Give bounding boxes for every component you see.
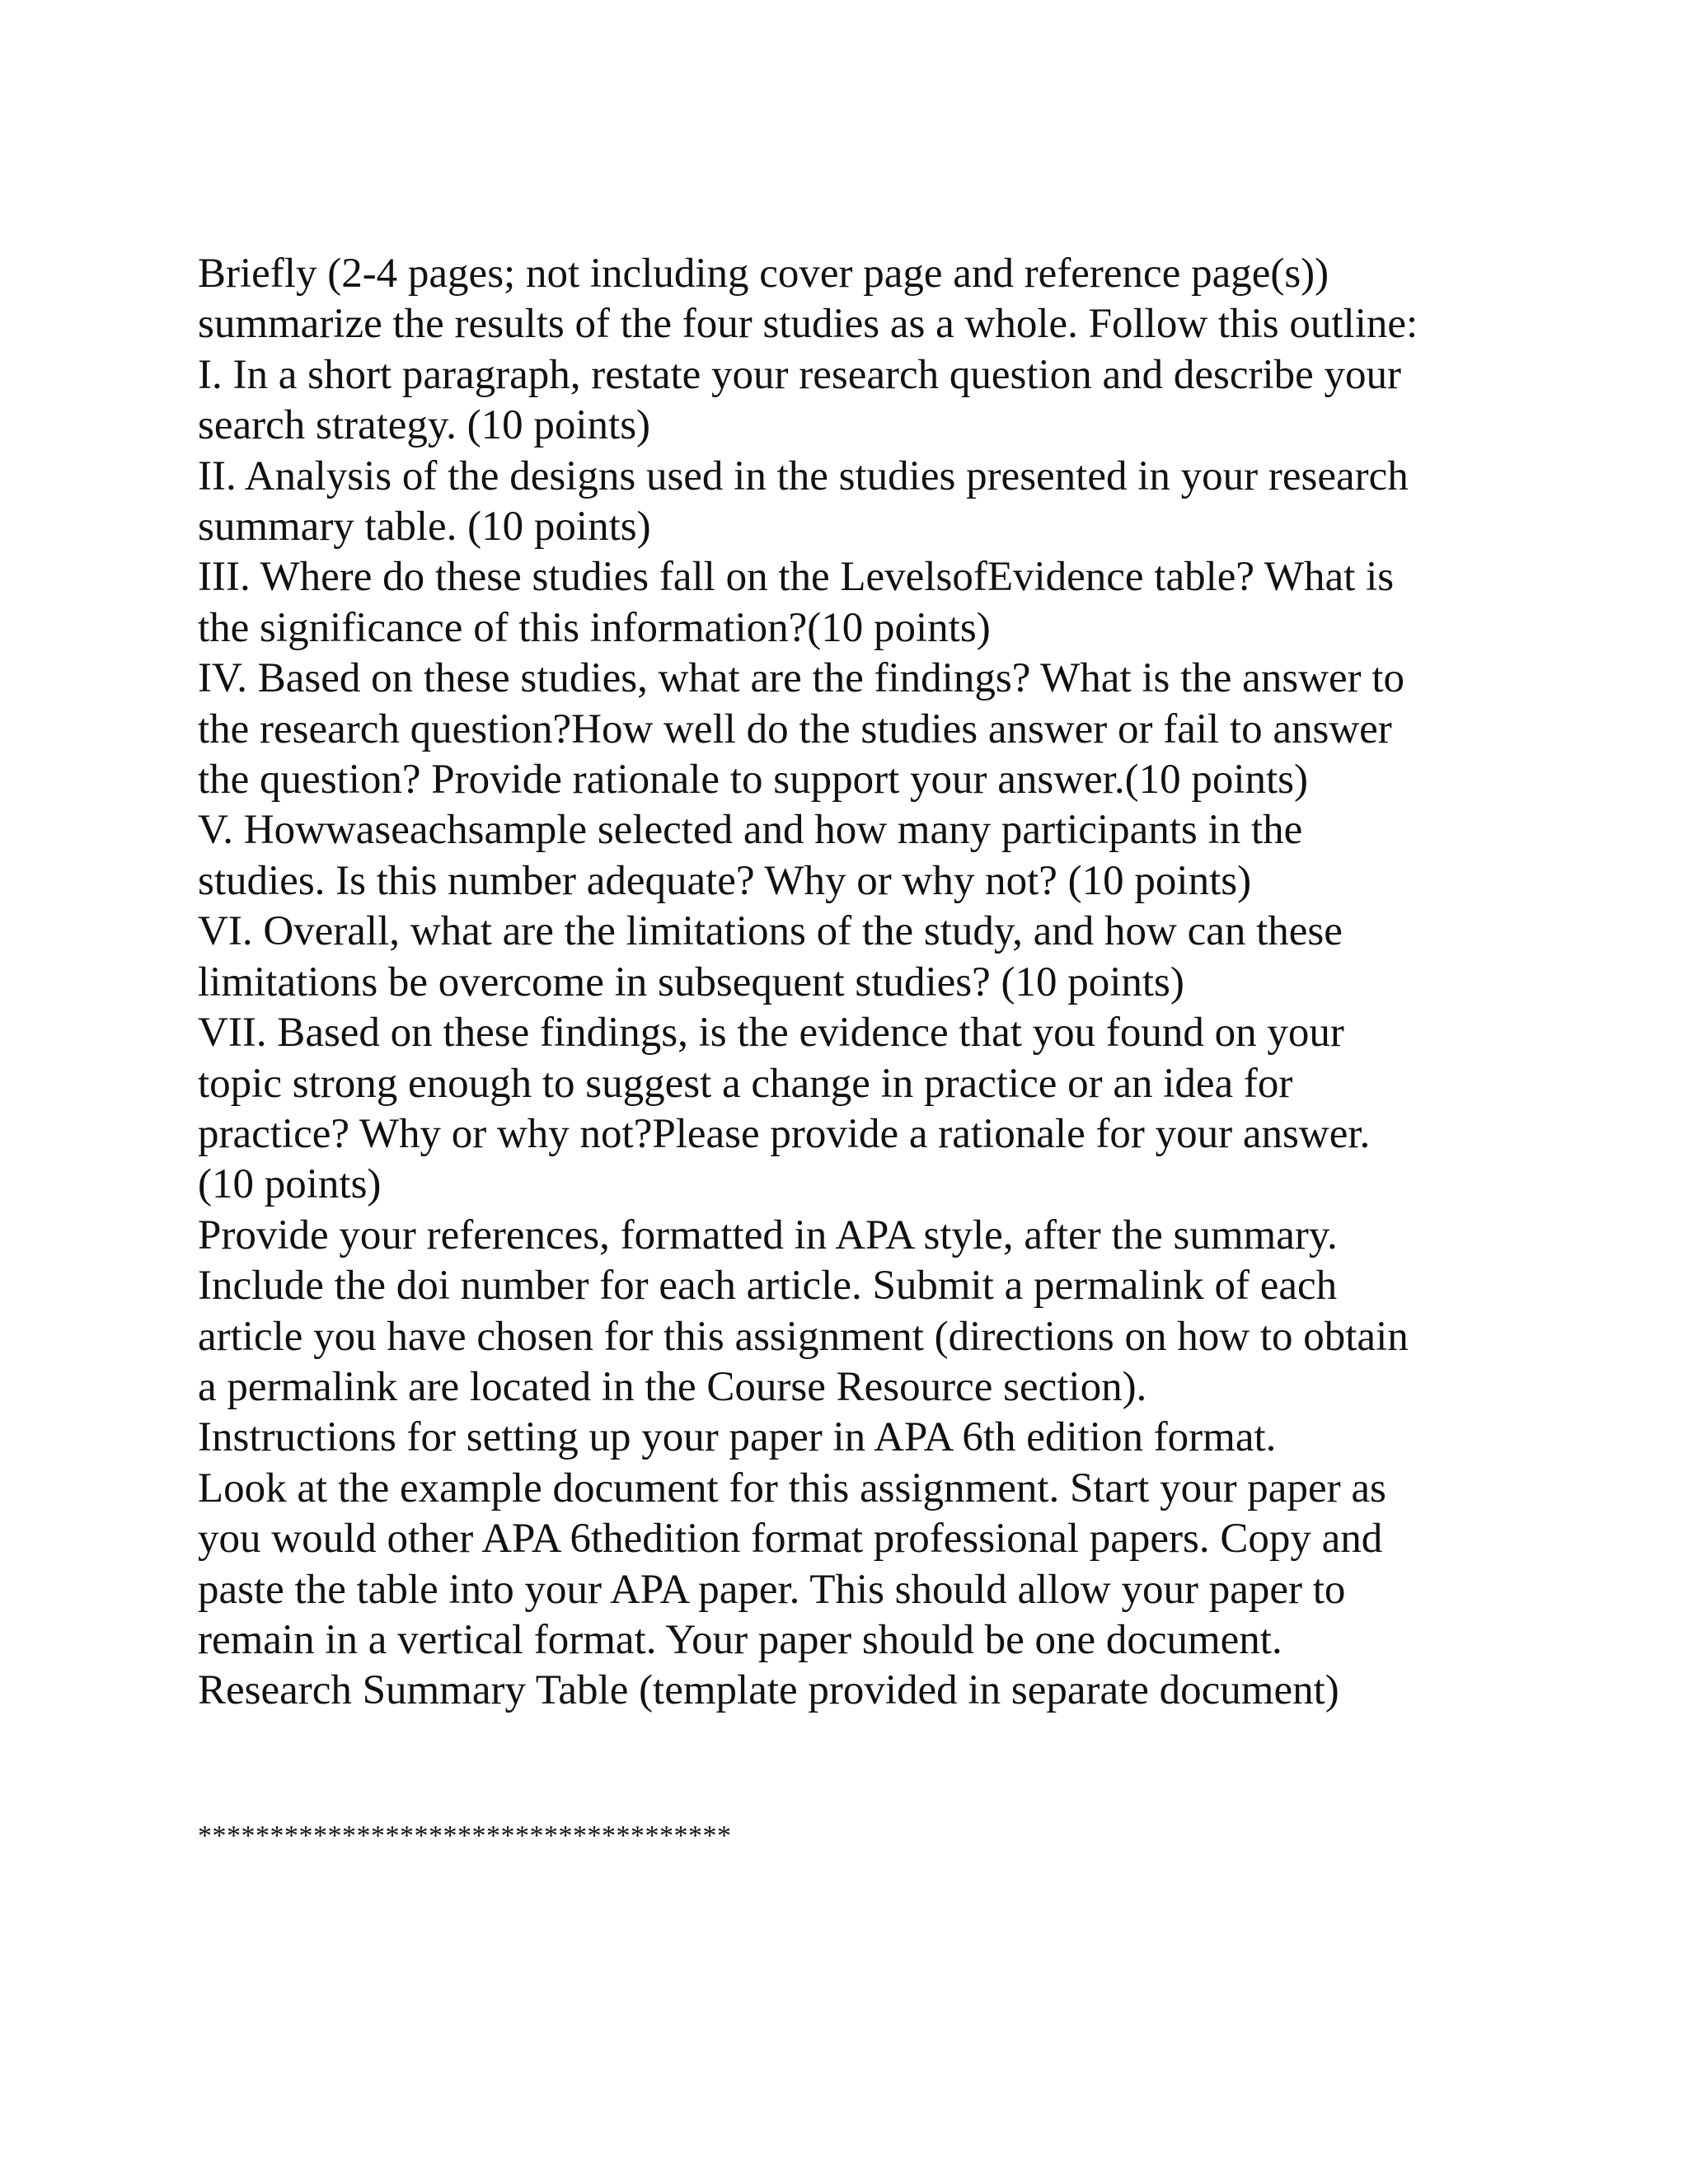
text-line: VI. Overall, what are the limitations of the study, and how can these (198, 908, 1343, 955)
text-line: article you have chosen for this assignment (directions on how to obtain (198, 1313, 1409, 1360)
text-line: Briefly (2-4 pages; not including cover page and reference page(s)) (198, 251, 1329, 297)
asterisk-separator: ************************************* (198, 1821, 732, 1851)
text-line: studies. Is this number adequate? Why or why not? (10 points) (198, 857, 1252, 904)
text-line: (10 points) (198, 1161, 382, 1208)
text-line: the research question?How well do the studies answer or fail to answer (198, 705, 1392, 752)
text-line: Look at the example document for this assignment. Start your paper as (198, 1465, 1386, 1511)
text-line: practice? Why or why not?Please provide a rationale for your answer. (198, 1110, 1371, 1157)
text-line: limitations be overcome in subsequent studies? (10 points) (198, 958, 1184, 1005)
text-line: remain in a vertical format. Your paper should be one document. (198, 1616, 1282, 1663)
text-line: you would other APA 6thedition format professional papers. Copy and (198, 1516, 1383, 1563)
text-line: VII. Based on these findings, is the evidence that you found on your (198, 1010, 1344, 1057)
text-line: topic strong enough to suggest a change in practice or an idea for (198, 1060, 1293, 1107)
text-line: search strategy. (10 points) (198, 402, 651, 449)
text-line: Research Summary Table (template provided in separate document) (198, 1667, 1339, 1714)
text-line: II. Analysis of the designs used in the studies presented in your research (198, 452, 1409, 499)
text-line: summary table. (10 points) (198, 504, 651, 551)
text-line: Provide your references, formatted in APA style, after the summary. (198, 1212, 1338, 1258)
text-line: Instructions for setting up your paper in APA 6th edition format. (198, 1414, 1277, 1461)
text-line: a permalink are located in the Course Resource section). (198, 1363, 1147, 1410)
text-line: IV. Based on these studies, what are the findings? What is the answer to (198, 655, 1405, 702)
text-line: the significance of this information?(10 points) (198, 604, 991, 651)
text-line: the question? Provide rationale to support your answer.(10 points) (198, 757, 1308, 804)
text-line: I. In a short paragraph, restate your research question and describe your (198, 351, 1401, 398)
text-line: paste the table into your APA paper. This should allow your paper to (198, 1566, 1346, 1613)
text-line: summarize the results of the four studies as a whole. Follow this outline: (198, 301, 1418, 348)
assignment-instructions (198, 249, 1533, 1717)
text-line: V. Howwaseachsample selected and how many participants in the (198, 807, 1303, 854)
text-line: Include the doi number for each article. Submit a permalink of each (198, 1263, 1338, 1310)
text-line: III. Where do these studies fall on the LevelsofEvidence table? What is (198, 554, 1395, 601)
